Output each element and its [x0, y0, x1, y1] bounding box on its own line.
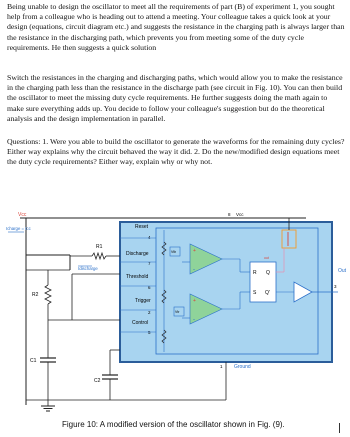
pin-discharge-label: Discharge — [126, 251, 149, 257]
paragraph-suggestion: Switch the resistances in the charging and discharging paths, which would allow you to make the resistance in the charging path less than the resistance in the discharge path (see circuit in Fig. 10). You can then build the oscillator to meet the missing duty cycle requirements. He further suggests doing the math again to make sure everything adds up. You decide to follow your colleague's suggestion but do the theoretical analysis and the design implementation in parallel. — [7, 73, 343, 123]
pin-8-label: 8 — [228, 212, 231, 217]
c1-label: C1 — [30, 358, 37, 364]
pin-6-label: 6 — [148, 285, 151, 290]
vtr-label: Vtr — [175, 310, 180, 314]
r1-label: R1 — [96, 244, 103, 250]
pin-threshold-label: Threshold — [126, 274, 149, 280]
text-cursor — [339, 423, 340, 433]
ground-label: Ground — [234, 364, 251, 370]
paragraph-questions: Questions: 1. Were you able to build the oscillator to generate the waveforms for the remaining duty cycles? Either way explains why the circuit behaved the way it did. 2. Do the new/modified design equations meet the duty cycle requirements? Either way, explain why or why not. — [7, 137, 345, 167]
pin-1-label: 1 — [220, 364, 223, 369]
pin-control-label: Control — [132, 320, 149, 326]
comparator-upper-minus: - — [193, 267, 195, 273]
paragraph-intro: Being unable to design the oscillator to meet all the requirements of part (B) of experiment 1, you sought help from a colleague who is heading out to attend a meeting. Your colleague takes a quick look at your design (equations, circuit diagram etc.) and suggests the resistance in the charging path is always larger than the resistance in the discharging path, which prevents you from meeting some of the duty cycle requirements. He then suggests a quick solution — [7, 2, 345, 52]
pin-trigger-label: Trigger — [135, 298, 151, 304]
comparator-lower-plus: + — [193, 298, 196, 304]
comparator-lower-minus: - — [193, 317, 195, 323]
c2-label: C2 — [94, 378, 101, 384]
sr-flip-flop — [250, 262, 276, 302]
pin-7-label: 7 — [148, 261, 151, 266]
figure-caption: Figure 10: A modified version of the oscillator shown in Fig. (9). — [62, 420, 285, 429]
pin-4-label: 4 — [148, 235, 151, 240]
resistor-r2 — [45, 285, 51, 304]
comparator-upper-plus: + — [193, 248, 196, 254]
ground-symbol — [41, 406, 55, 411]
out-label: Out — [338, 268, 347, 274]
ff-r-label: R — [253, 270, 257, 276]
pin-5-label: 5 — [148, 330, 151, 335]
ff-s-label: S — [253, 290, 257, 296]
pin-reset-label: Reset — [135, 224, 149, 230]
ff-q-label: Q — [266, 270, 270, 276]
i-charge-label: Icharge = Icc — [6, 226, 31, 231]
pin-2-label: 2 — [148, 310, 151, 315]
resistor-r1 — [92, 253, 106, 259]
r2-label: R2 — [32, 292, 39, 298]
pin-3-label: 3 — [334, 284, 337, 289]
i-discharge-label: Idischarge — [78, 266, 98, 271]
oscillator-circuit-diagram — [0, 210, 350, 437]
pin-8-vcc-label: Vcc — [236, 212, 244, 217]
ff-out-label: out — [264, 256, 269, 260]
vth-label: Vth — [171, 250, 177, 254]
ff-qbar-label: Q' — [265, 290, 270, 296]
vcc-label: Vcc — [18, 212, 27, 218]
